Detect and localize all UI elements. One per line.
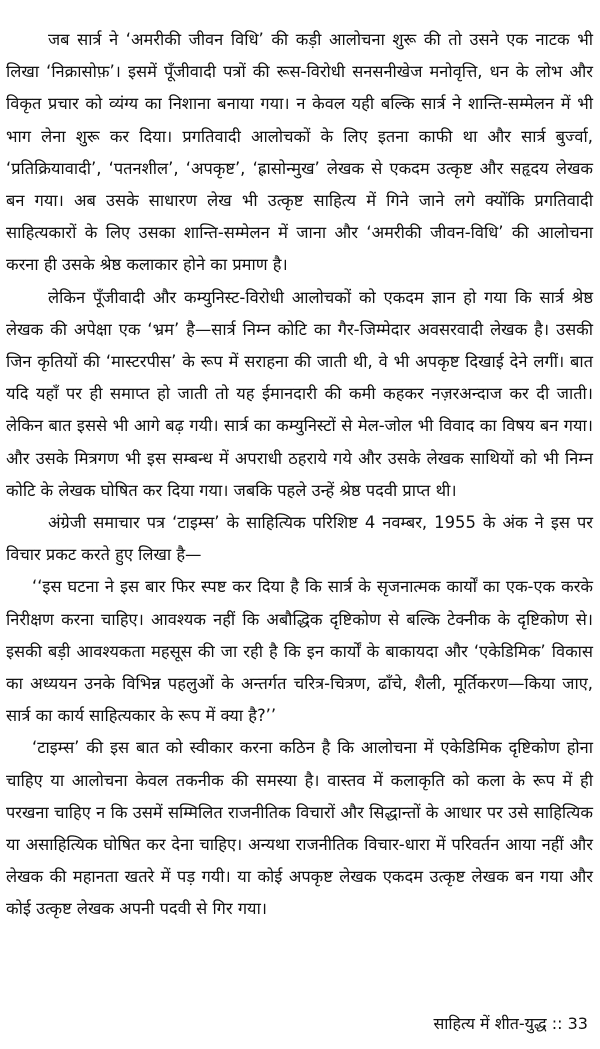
running-footer: साहित्य में शीत-युद्ध :: 33 <box>433 1014 588 1033</box>
paragraph-sartre-american-way: जब सार्त्र ने ‘अमरीकी जीवन विधि’ की कड़ी आलोचना शुरू की तो उसने एक नाटक भी लिखा ‘निक्रासोफ़’। इसमें पूँजीवादी पत्रों की रूस-विरोधी सनसनीखेज मनोवृत्ति, धन के लोभ और विकृत प्रचार को व्यंग्य का निशाना बनाया गया। न केवल यही बल्कि सार्त्र ने शान्ति-सम्मेलन में भी भाग लेना शुरू कर दिया। प्रगतिवादी आलोचकों के लिए इतना काफी था और सार्त्र बुर्ज्वा, ‘प्रतिक्रियावादी’, ‘पतनशील’, ‘अपकृष्ट’, ‘ह्रासोन्मुख’ लेखक से एकदम उत्कृष्ट और सहृदय लेखक बन गया। अब उसके साधारण लेख भी उत्कृष्ट साहित्य में गिने जाने लगे क्योंकि प्रगतिवादी साहित्यकारों के लिए उसका शान्ति-सम्मेलन में जाना और ‘अमरीकी जीवन-विधि’ की आलोचना करना ही उसके श्रेष्ठ कलाकार होने का प्रमाण है। <box>6 30 593 275</box>
paragraph-times-supplement: अंग्रेजी समाचार पत्र ‘टाइम्स’ के साहित्यिक परिशिष्ट 4 नवम्बर, 1955 के अंक ने इस पर विचार प्रकट करते हुए लिखा है— <box>6 513 593 565</box>
paragraph-capitalist-critics: लेकिन पूँजीवादी और कम्युनिस्ट-विरोधी आलोचकों को एकदम ज्ञान हो गया कि सार्त्र श्रेष्ठ लेखक की अपेक्षा एक ‘भ्रम’ है—सार्त्र निम्न कोटि का गैर-जिम्मेदार अवसरवादी लेखक है। उसकी जिन कृतियों की ‘मास्टरपीस’ के रूप में सराहना की जाती थी, वे भी अपकृष्ट दिखाई देने लगीं। बात यदि यहाँ पर ही समाप्त हो जाती तो यह ईमानदारी की कमी कहकर नज़रअन्दाज कर दी जाती। लेकिन बात इससे भी आगे बढ़ गयी। सार्त्र का कम्युनिस्टों से मेल-जोल भी विवाद का विषय बन गया। और उसके मित्रगण भी इस सम्बन्ध में अपराधी ठहराये गये और उसके लेखक साथियों को भी निम्न कोटि के लेखक घोषित कर दिया गया। जबकि पहले उन्हें श्रेष्ठ पदवी प्राप्त थी। <box>6 287 593 500</box>
paragraph-times-rebuttal: ‘टाइम्स’ की इस बात को स्वीकार करना कठिन है कि आलोचना में एकेडिमिक दृष्टिकोण होना चाहिए या आलोचना केवल तकनीक की समस्या है। वास्तव में कलाकृति को कला के रूप में ही परखना चाहिए न कि उसमें सम्मिलित राजनीतिक विचारों और सिद्धान्तों के आधार पर उसे साहित्यिक या असाहित्यिक घोषित कर देना चाहिए। अन्यथा राजनीतिक विचार-धारा में परिवर्तन आया नहीं और लेखक की महानता खतरे में पड़ गयी। या कोई अपकृष्ट लेखक एकदम उत्कृष्ट लेखक बन गया और कोई उत्कृष्ट लेखक अपनी पदवी से गिर गया। <box>6 738 593 919</box>
quotation-block: ‘‘इस घटना ने इस बार फिर स्पष्ट कर दिया है कि सार्त्र के सृजनात्मक कार्यों का एक-एक करके निरीक्षण करना चाहिए। आवश्यक नहीं कि अबौद्धिक दृष्टिकोण से बल्कि टेक्नीक के दृष्टिकोण से। इसकी बड़ी आवश्यकता महसूस की जा रही है कि इन कार्यों के बाकायदा और ‘एकेडिमिक’ विकास का अध्ययन उनके विभिन्न पहलुओं के अन्तर्गत चरित्र-चित्रण, ढाँचे, शैली, मूर्तिकरण—किया जाए, सार्त्र का कार्य साहित्यकार के रूप में क्या है?’’ <box>6 577 593 726</box>
body-text <box>6 24 593 926</box>
